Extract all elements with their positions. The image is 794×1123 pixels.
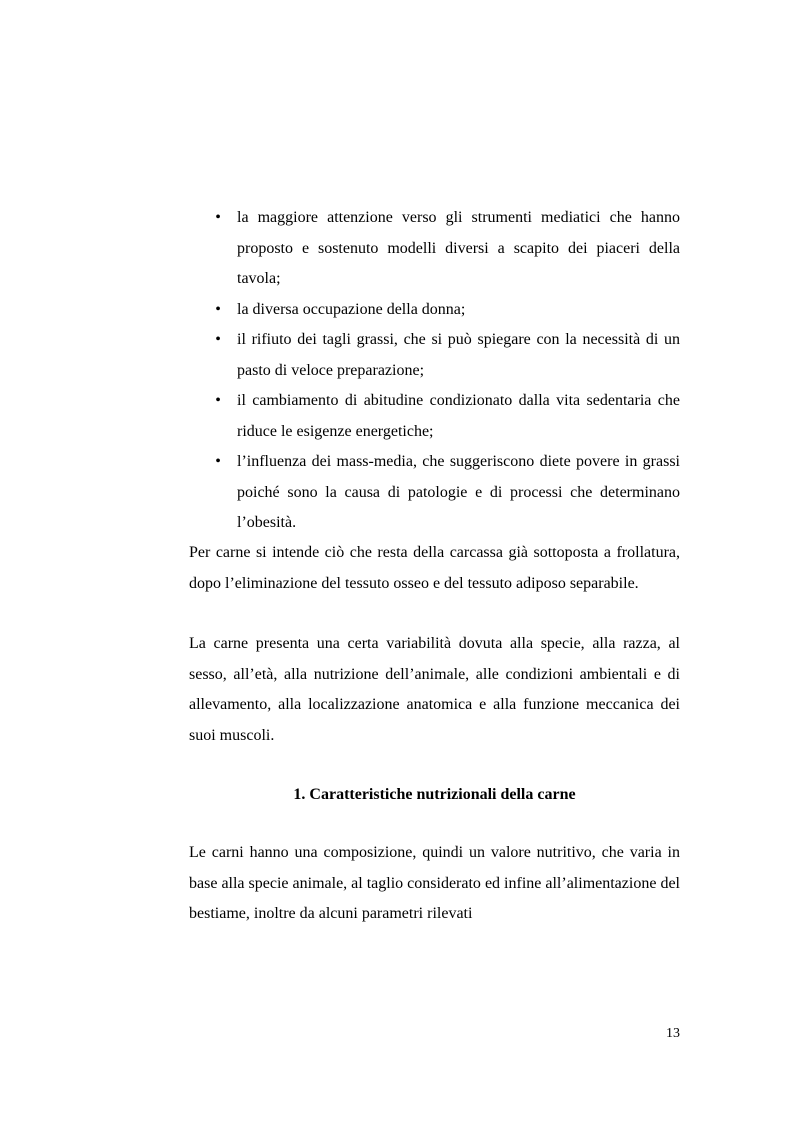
list-item — [189, 203, 680, 295]
bullet-icon: • — [215, 209, 221, 226]
section-heading — [189, 780, 680, 810]
paragraph-composition: Le carni hanno una composizione, quindi un valore nutritivo, che varia in base alla specie animale, al taglio considerato ed infine all’alimentazione del bestiame, inoltre da alcuni parametri rilevati — [189, 844, 680, 922]
list-item — [189, 386, 680, 447]
list-item-text: la maggiore attenzione verso gli strumenti mediatici che hanno proposto e sostenuto modelli diversi a scapito dei piaceri della tavola; — [237, 209, 680, 287]
section-number: 1. — [293, 786, 306, 803]
list-item — [189, 325, 680, 386]
section-title: Caratteristiche nutrizionali della carne — [309, 786, 576, 803]
list-item-text: il rifiuto dei tagli grassi, che si può spiegare con la necessità di un pasto di veloce preparazione; — [237, 331, 680, 379]
paragraph-variability: La carne presenta una certa variabilità dovuta alla specie, alla razza, al sesso, all’età, alla nutrizione dell’animale, alle condizioni ambientali e di allevamento, alla localizzazione anatomica e alla funzione meccanica dei suoi muscoli. — [189, 635, 680, 744]
list-item — [189, 447, 680, 539]
list-item-text: l’influenza dei mass-media, che suggeriscono diete povere in grassi poiché sono la causa di patologie e di processi che determinano l’obesità. — [237, 453, 680, 531]
bullet-list — [189, 203, 680, 539]
list-item-text: il cambiamento di abitudine condizionato dalla vita sedentaria che riduce le esigenze energetiche; — [237, 392, 680, 440]
bullet-icon: • — [215, 392, 221, 409]
list-item-text: la diversa occupazione della donna; — [237, 300, 466, 318]
bullet-icon: • — [215, 331, 221, 348]
bullet-icon: • — [215, 453, 221, 470]
paragraph-definition: Per carne si intende ciò che resta della carcassa già sottoposta a frollatura, dopo l’eliminazione del tessuto osseo e del tessuto adiposo separabile. — [189, 544, 680, 592]
bullet-icon: • — [215, 300, 221, 318]
list-item — [189, 295, 680, 326]
page-number: 13 — [666, 1026, 680, 1041]
